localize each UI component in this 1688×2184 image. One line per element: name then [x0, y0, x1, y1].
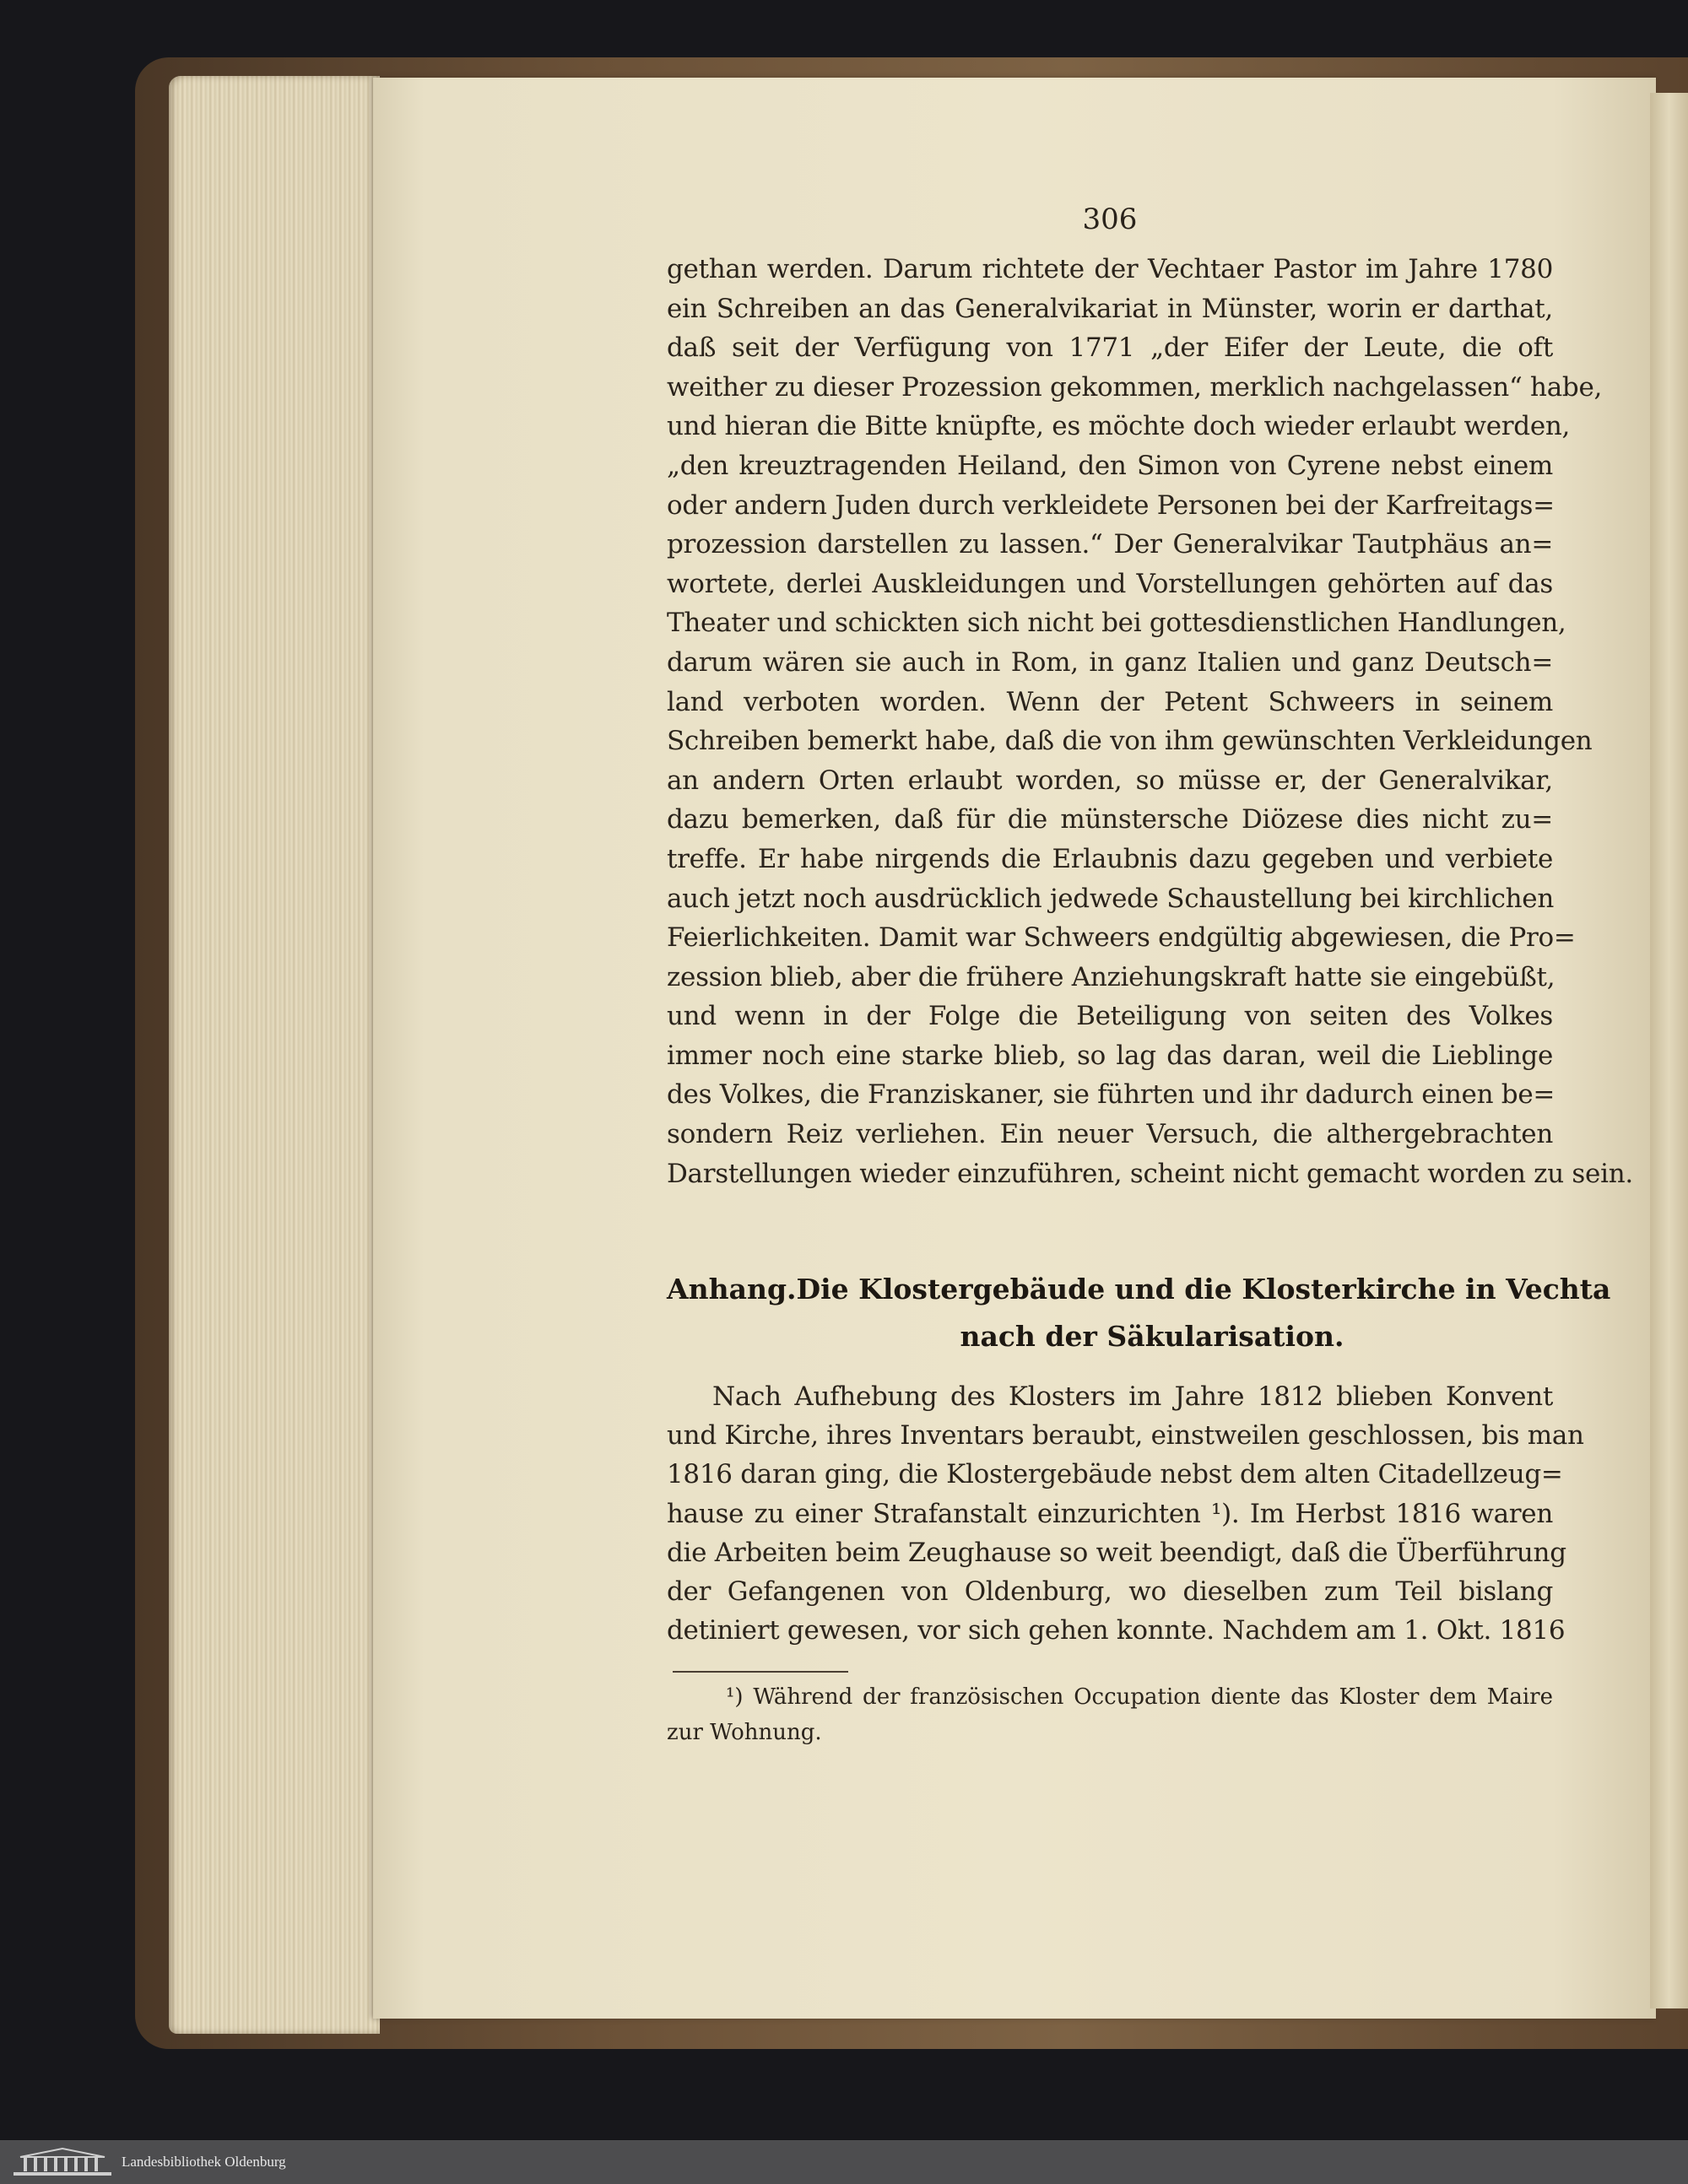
text-line: des Volkes, die Franziskaner, sie führten und ihr dadurch einen be= — [667, 1079, 1555, 1111]
page-number: 306 — [1082, 203, 1138, 236]
paragraph-1 — [667, 250, 1633, 1193]
text-line: an andern Orten erlaubt worden, so müsse er, der Generalvikar, — [667, 765, 1553, 796]
text-line: hause zu einer Strafanstalt einzurichten ¹). Im Herbst 1816 waren — [667, 1498, 1553, 1529]
text-line: daß seit der Verfügung von 1771 „der Eifer der Leute, die oft — [667, 332, 1553, 364]
text-line: immer noch eine starke blieb, so lag das daran, weil die Lieblinge — [667, 1040, 1553, 1071]
text-line: und wenn in der Folge die Beteiligung von seiten des Volkes — [667, 1001, 1553, 1032]
main-text-block — [667, 203, 1633, 1193]
paragraph-2 — [667, 1377, 1584, 1650]
section-heading — [667, 1266, 1611, 1360]
facing-page-edge — [1650, 93, 1688, 2008]
text-line: Nach Aufhebung des Klosters im Jahre 1812 blieben Konvent — [712, 1381, 1553, 1412]
text-line: die Arbeiten beim Zeughause so weit beendigt, daß die Überführung — [667, 1537, 1566, 1568]
text-line: der Gefangenen von Oldenburg, wo dieselben zum Teil bislang — [667, 1576, 1553, 1608]
footnote-line: zur Wohnung. — [667, 1720, 822, 1745]
text-line: prozession darstellen zu lassen.“ Der Generalvikar Tautphäus an= — [667, 529, 1553, 560]
footnote — [667, 1679, 1553, 1750]
library-building-icon — [12, 2147, 113, 2177]
library-name: Landesbibliothek Oldenburg — [122, 2154, 286, 2170]
text-line: land verboten worden. Wenn der Petent Schweers in seinem — [667, 686, 1553, 717]
heading-line-1 — [667, 1266, 1611, 1313]
text-line: Darstellungen wieder einzuführen, scheint nicht gemacht worden zu sein. — [667, 1158, 1633, 1189]
text-line: auch jetzt noch ausdrücklich jedwede Schaustellung bei kirchlichen — [667, 883, 1555, 914]
text-line: zession blieb, aber die frühere Anziehungskraft hatte sie eingebüßt, — [667, 961, 1555, 992]
text-line: detiniert gewesen, vor sich gehen konnte. Nachdem am 1. Okt. 1816 — [667, 1615, 1566, 1646]
text-line: „den kreuztragenden Heiland, den Simon von Cyrene nebst einem — [667, 450, 1553, 481]
text-line: und hieran die Bitte knüpfte, es möchte doch wieder erlaubt werden, — [667, 411, 1571, 442]
text-line: treffe. Er habe nirgends die Erlaubnis dazu gegeben und verbiete — [667, 843, 1553, 874]
text-line: und Kirche, ihres Inventars beraubt, einstweilen geschlossen, bis man — [667, 1420, 1584, 1451]
heading-title-2: nach der Säkularisation. — [960, 1320, 1344, 1353]
text-line: Theater und schickten sich nicht bei gottesdienstlichen Handlungen, — [667, 608, 1566, 639]
text-line: darum wären sie auch in Rom, in ganz Italien und ganz Deutsch= — [667, 646, 1553, 678]
page-stack-edge — [169, 76, 380, 2034]
text-line: sondern Reiz verliehen. Ein neuer Versuch, die althergebrachten — [667, 1119, 1553, 1150]
footnote-line: ¹) Während der französischen Occupation diente das Kloster dem Maire — [726, 1684, 1553, 1710]
heading-title-1: Die Klostergebäude und die Klosterkirche in Vechta — [796, 1273, 1611, 1306]
text-line: Schreiben bemerkt habe, daß die von ihm gewünschten Verkleidungen — [667, 726, 1593, 757]
text-line: weither zu dieser Prozession gekommen, merklich nachgelassen“ habe, — [667, 371, 1603, 403]
text-line: oder andern Juden durch verkleidete Personen bei der Karfreitags= — [667, 489, 1555, 521]
text-line: Feierlichkeiten. Damit war Schweers endgültig abgewiesen, die Pro= — [667, 922, 1576, 954]
text-line: ein Schreiben an das Generalvikariat in Münster, worin er darthat, — [667, 293, 1553, 324]
text-line: 1816 daran ging, die Klostergebäude nebst dem alten Citadellzeug= — [667, 1459, 1563, 1490]
text-line: gethan werden. Darum richtete der Vechtaer Pastor im Jahre 1780 — [667, 254, 1553, 284]
library-footer-bar — [0, 2140, 1688, 2184]
text-line: dazu bemerken, daß für die münstersche Diözese dies nicht zu= — [667, 804, 1553, 835]
footnote-rule — [673, 1671, 848, 1673]
text-line: wortete, derlei Auskleidungen und Vorstellungen gehörten auf das — [667, 568, 1553, 599]
heading-label: Anhang. — [667, 1273, 797, 1306]
